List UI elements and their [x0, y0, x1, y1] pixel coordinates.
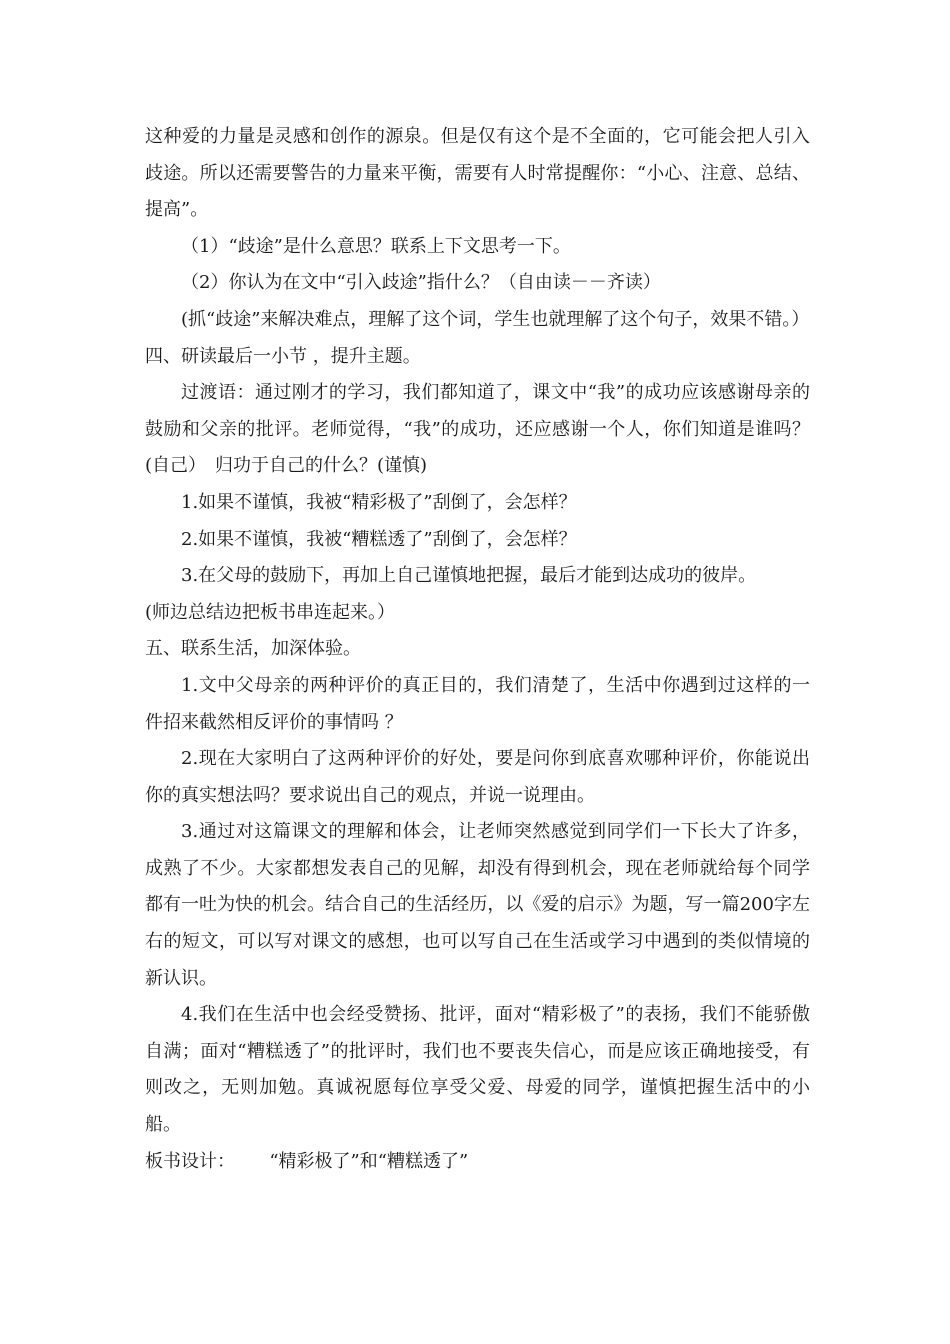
paragraph-love-power: 这种爱的力量是灵感和创作的源泉。但是仅有这个是不全面的，它可能会把人引入歧途。所以还需要警告的力量来平衡，需要有人时常提醒你：“小心、注意、总结、提高”。 — [145, 126, 810, 221]
teaching-note: (抓“歧途”来解决难点，理解了这个词，学生也就理解了这个句子，效果不错。） — [181, 308, 810, 330]
life-item-2: 2.现在大家明白了这两种评价的好处，要是问你到底喜欢哪种评价，你能说出你的真实想法吗？要求说出自己的观点，并说一说理由。 — [145, 748, 810, 806]
life-item-4: 4.我们在生活中也会经受赞扬、批评，面对“精彩极了”的表扬，我们不能骄傲自满；面对“糟糕透了”的批评时，我们也不要丧失信心，而是应该正确地接受，有则改之，无则加勉。真诚祝愿每位享受父爱、母爱的同学，谨慎把握生活中的小船。 — [145, 1004, 810, 1136]
list-item-1: 1.如果不谨慎，我被“精彩极了”刮倒了，会怎样？ — [181, 491, 577, 513]
document-body — [145, 119, 810, 1180]
board-design-label: 板书设计： — [145, 1150, 235, 1172]
list-item-2: 2.如果不谨慎，我被“糟糕透了”刮倒了，会怎样？ — [181, 528, 577, 550]
question-1: （1）“歧途”是什么意思？联系上下文思考一下。 — [181, 235, 571, 257]
list-item-3: 3.在父母的鼓励下，再加上自己谨慎地把握，最后才能到达成功的彼岸。 — [181, 565, 757, 587]
transition-paragraph: 过渡语：通过刚才的学习，我们都知道了，课文中“我”的成功应该感谢母亲的鼓励和父亲的批评。老师觉得，“我”的成功，还应感谢一个人，你们知道是谁吗？(自己） 归功于自己的什么？(谨慎) — [145, 382, 810, 477]
board-design — [145, 1144, 810, 1181]
life-item-1: 1.文中父母亲的两种评价的真正目的，我们清楚了，生活中你遇到过这样的一件招来截然相反评价的事情吗 ？ — [145, 674, 810, 733]
board-design-title: “精彩极了”和“糟糕透了” — [269, 1150, 469, 1172]
life-item-3: 3.通过对这篇课文的理解和体会，让老师突然感觉到同学们一下长大了许多，成熟了不少。大家都想发表自己的见解，却没有得到机会，现在老师就给每个同学都有一吐为快的机会。结合自己的生活经历，以《爱的启示》为题，写一篇200字左右的短文，可以写对课文的感想，也可以写自己在生活或学习中遇到的类似情境的新认识。 — [145, 821, 810, 989]
question-2: （2）你认为在文中“引入歧途”指什么？（自由读－－齐读） — [181, 272, 661, 294]
teacher-summary-note: (师边总结边把板书串连起来。） — [145, 601, 396, 623]
section-5-heading: 五、联系生活，加深体验。 — [145, 638, 361, 660]
section-4-heading: 四、研读最后一小节 ，提升主题。 — [145, 345, 421, 367]
